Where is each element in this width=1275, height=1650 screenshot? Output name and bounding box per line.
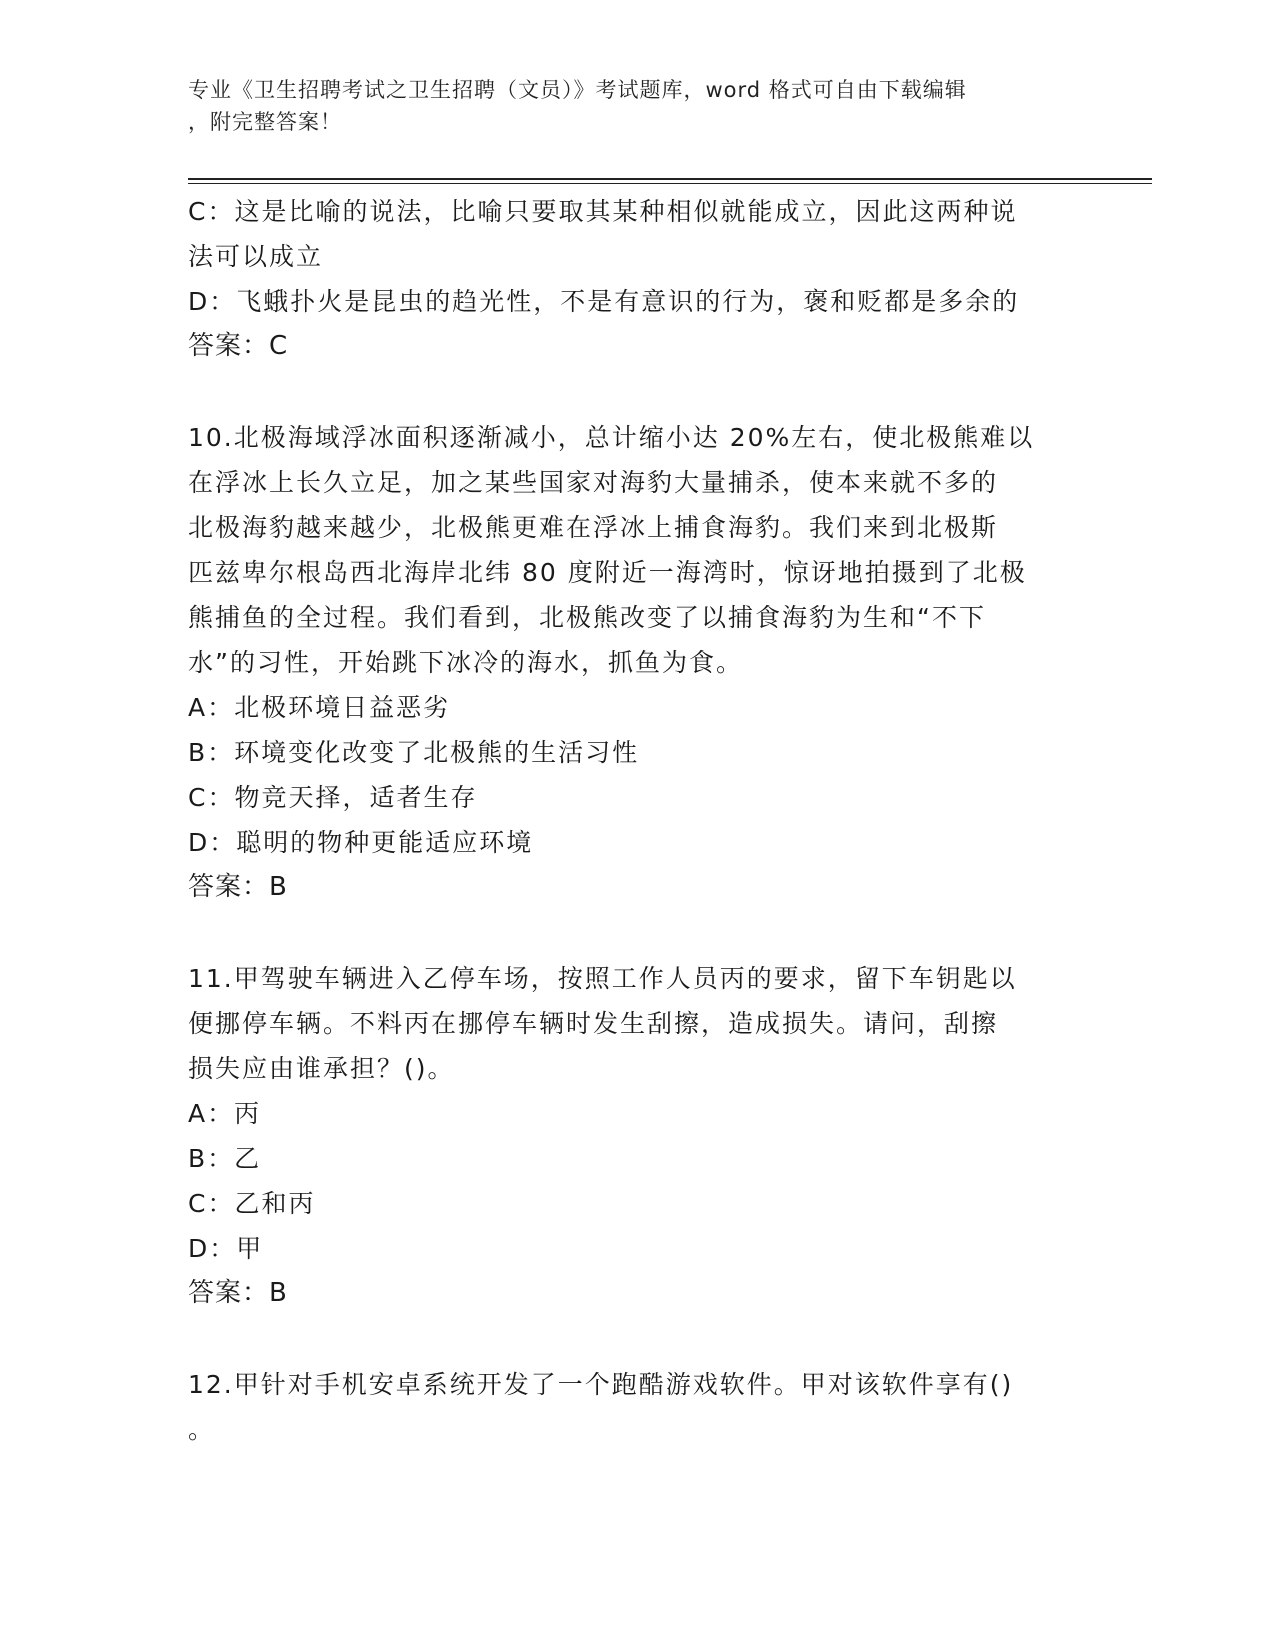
- option-c: C：物竞天择，适者生存: [188, 783, 478, 812]
- question-text-line: 北极海豹越来越少，北极熊更难在浮冰上捕食海豹。我们来到北极斯: [188, 513, 999, 542]
- option-d: D：聪明的物种更能适应环境: [188, 828, 534, 857]
- question-10: [188, 415, 1068, 910]
- question-9-continued: [188, 189, 1068, 369]
- document-body: [188, 189, 1068, 1452]
- option-a: A：丙: [188, 1099, 262, 1128]
- question-text-line: 水”的习性，开始跳下冰冷的海水，抓鱼为食。: [188, 648, 743, 677]
- question-text-line: 便挪停车辆。不料丙在挪停车辆时发生刮擦，造成损失。请问，刮擦: [188, 1009, 999, 1038]
- option-c-line-2: 法可以成立: [188, 242, 324, 271]
- question-text-line: 11.甲驾驶车辆进入乙停车场，按照工作人员丙的要求，留下车钥匙以: [188, 964, 1017, 993]
- header-rule-thick: [188, 178, 1152, 180]
- question-text-line: 在浮冰上长久立足，加之某些国家对海豹大量捕杀，使本来就不多的: [188, 468, 999, 497]
- option-b: B：环境变化改变了北极熊的生活习性: [188, 738, 640, 767]
- question-text-line: 10.北极海域浮冰面积逐渐减小，总计缩小达 20%左右，使北极熊难以: [188, 423, 1035, 452]
- option-b: B：乙: [188, 1144, 262, 1173]
- answer: 答案：C: [188, 331, 289, 361]
- option-d: D：飞蛾扑火是昆虫的趋光性，不是有意识的行为，褒和贬都是多余的: [188, 287, 1020, 316]
- option-c-line-1: C：这是比喻的说法，比喻只要取其某种相似就能成立，因此这两种说: [188, 197, 1018, 226]
- option-c: C：乙和丙: [188, 1189, 316, 1218]
- question-text-line: 熊捕鱼的全过程。我们看到，北极熊改变了以捕食海豹为生和“不下: [188, 603, 986, 632]
- header-line-1: 专业《卫生招聘考试之卫生招聘（文员）》考试题库，word 格式可自由下载编辑: [188, 78, 967, 102]
- spacer: [188, 910, 1068, 956]
- option-d: D：甲: [188, 1234, 264, 1263]
- header-rule-thin: [188, 183, 1152, 184]
- spacer: [188, 1316, 1068, 1362]
- spacer: [188, 369, 1068, 415]
- header-line-2: ，附完整答案！: [188, 110, 342, 134]
- question-text-line: 12.甲针对手机安卓系统开发了一个跑酷游戏软件。甲对该软件享有(): [188, 1370, 1014, 1399]
- answer: 答案：B: [188, 1278, 288, 1308]
- question-12: [188, 1362, 1068, 1452]
- question-text-line: 损失应由谁承担？()。: [188, 1054, 455, 1083]
- answer: 答案：B: [188, 872, 288, 902]
- option-a: A：北极环境日益恶劣: [188, 693, 451, 722]
- question-11: [188, 956, 1068, 1316]
- question-text-line: 。: [188, 1415, 216, 1444]
- page-header: [188, 74, 1068, 138]
- question-text-line: 匹兹卑尔根岛西北海岸北纬 80 度附近一海湾时，惊讶地拍摄到了北极: [188, 558, 1027, 587]
